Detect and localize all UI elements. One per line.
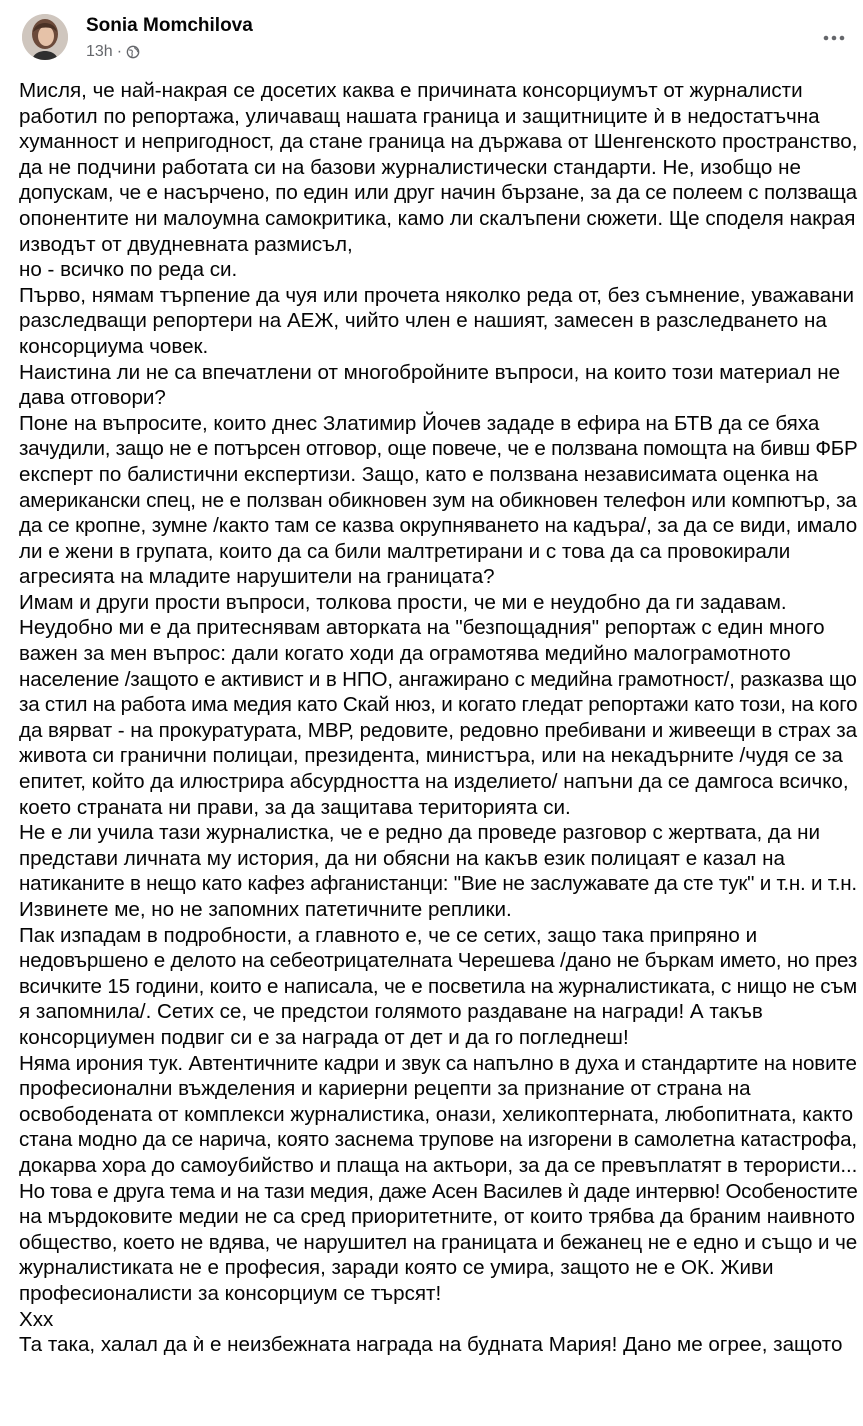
post-header xyxy=(0,0,863,72)
globe-icon xyxy=(126,45,140,59)
post-text-line: недовършено е делото на себеотрицателната Черешева /дано не бъркам името, но през xyxy=(19,949,858,973)
post-text-line: работил по репортажа, уличаващ нашата граница и защитниците ѝ в недостатъчна xyxy=(19,104,820,128)
post-text-line: я запомнила/. Сетих се, че предстои голямото раздаване на награди! А такъв xyxy=(19,1000,763,1024)
post-text-line: население /защото е активист и в НПО, ангажирано с медийна грамотност/, разказва що xyxy=(19,667,857,691)
post-text-line: да се кропне, зумне /както там се казва окрупняването на кадъра/, за да се види, имало xyxy=(19,514,858,538)
post-text-line: да вярват - на прокуратурата, МВР, редовите, редовно пребивани и живеещи в страх за xyxy=(19,718,858,742)
post-time[interactable]: 13h xyxy=(86,43,113,60)
post-text-line: зачудили, защо не е потърсен отговор, още повече, че е ползвана помощта на бивш ФБР xyxy=(19,437,858,461)
author-name[interactable]: Sonia Momchilova xyxy=(86,15,253,36)
post-text-line: консорциума човек. xyxy=(19,334,209,358)
post-text-line: Не е ли учила тази журналистка, че е редно да проведе разговор с жертвата, да ни xyxy=(19,821,821,845)
post-text-line: професионални въжделения и кариерни рецепти за признание от страна на xyxy=(19,1077,751,1101)
post-text-line: Пак изпадам в подробности, а главното е, че се сетих, защо така припряно и xyxy=(19,923,758,947)
post-text-line: всичките 15 години, които е написала, че е посветила на журналистиката, с нищо не съм xyxy=(19,974,858,998)
post-text-line: общество, което не вдява, че нарушител на границата и бежанец не е едно и също и че xyxy=(19,1230,858,1254)
post-text-line: хуманност и непригодност, да стане граница на държава от Шенгенското пространство, xyxy=(19,130,858,154)
more-options-button[interactable] xyxy=(819,26,849,50)
post-text-line: агресията на младите нарушители на границата? xyxy=(19,565,495,589)
post-text-line: експерт по балистични експертизи. Защо, като е ползвана независимата оценка на xyxy=(19,462,819,486)
post-text-line: журналистиката не е професия, заради която се умира, защото не е ОК. Живи xyxy=(19,1256,774,1280)
post-text-line: епитет, който да илюстрира абсурдността на изделието/ напъни да се дамгоса всичко, xyxy=(19,770,849,794)
post-text-line: професионалисти за консорциум се търсят! xyxy=(19,1281,442,1305)
post-text-line: важен за мен въпрос: дали когато ходи да ограмотява медийно малограмотното xyxy=(19,642,791,666)
post-text-line: консорциумен подвиг си е за награда от дет и да го погледнеш! xyxy=(19,1025,629,1049)
post-text-line: стана модно да се нарича, която заснема трупове на изгорени в самолетна катастрофа, xyxy=(19,1128,858,1152)
post-text-line: да не подчини работата си на базови журналистически стандарти. Не, изобщо не xyxy=(19,155,801,179)
post-text-line: представи личната му история, да ни обясни на какъв език полицаят е казал на xyxy=(19,846,786,870)
post-text-line: живота си гранични полицаи, президента, министъра, или на некадърните /чудя се за xyxy=(19,744,843,768)
avatar[interactable] xyxy=(22,14,68,60)
post-text-line: на мърдоковите медии не са сред приоритетните, от които трябва да браним наивното xyxy=(19,1205,856,1229)
avatar-photo xyxy=(22,14,68,60)
post-text xyxy=(19,78,861,1358)
post-text-line: за стил на работа има медия като Скай нюз, и когато гледат репортажи като този, на кого xyxy=(19,693,858,717)
post-text-line: дава отговори? xyxy=(19,386,166,410)
more-options-icon xyxy=(823,35,845,41)
post-text-line: натиканите в нещо като кафез афганистанци: "Вие не заслужавате да сте тук" и т.н. и т.н. xyxy=(19,872,857,896)
post-text-line: американски спец, не е ползван обикновен зум на обикновен телефон или компютър, за xyxy=(19,488,857,512)
post-text-line: Наистина ли не са впечатлени от многобройните въпроси, на които този материал не xyxy=(19,360,841,384)
post-text-line: освободената от комплекси журналистика, онази, хеликоптерната, любопитната, както xyxy=(19,1102,854,1126)
post-text-line: Извинете ме, но не запомних патетичните реплики. xyxy=(19,898,512,921)
post-text-line: Имам и други прости въпроси, толкова прости, че ми е неудобно да ги задавам. xyxy=(19,590,787,614)
post-text-line: Поне на въпросите, които днес Златимир Йочев зададе в ефира на БТВ да се бяха xyxy=(19,411,820,435)
post-text-line: опонентите ни малоумна самокритика, камо ли скалъпени сюжети. Ще споделя накрая xyxy=(19,206,856,230)
post-meta xyxy=(86,43,140,61)
post-text-line: Първо, нямам търпение да чуя или прочета няколко реда от, без съмнение, уважавани xyxy=(19,283,855,307)
post-text-line: Ххх xyxy=(19,1307,54,1331)
post-text-line: но - всичко по реда си. xyxy=(19,258,238,282)
post-text-line: Та така, халал да ѝ е неизбежната награда на будната Мария! Дано ме огрее, защото xyxy=(19,1333,843,1357)
post-text-line: изводът от двудневната размисъл, xyxy=(19,232,353,256)
post-text-line: разследващи репортери на АЕЖ, чийто член е нашият, замесен в разследването на xyxy=(19,309,827,333)
post-text-line: Няма ирония тук. Автентичните кадри и звук са напълно в духа и стандартите на новите xyxy=(19,1051,857,1075)
post-text-line: Мисля, че най-накрая се досетих каква е причината консорциумът от журналисти xyxy=(19,79,803,102)
meta-separator: · xyxy=(116,43,123,60)
post-text-line: Но това е друга тема и на тази медия, даже Асен Василев ѝ даде интервю! Особеностите xyxy=(19,1179,858,1203)
post-text-line: Неудобно ми е да притеснявам авторката на "безпощадния" репортаж с един много xyxy=(19,616,825,640)
post-text-line: допускам, че е насърчено, по един или друг начин бързане, за да се полеем с ползваща xyxy=(19,181,857,205)
post-text-line: докарва хора до самоубийство и плаща на актьори, за да се превъплатят в терористи... xyxy=(19,1153,858,1177)
post-text-line: което страната ни прави, за да защитава територията си. xyxy=(19,795,571,819)
post-text-line: ли е жени в групата, които да са били малтретирани и с това да са провокирали xyxy=(19,539,791,563)
